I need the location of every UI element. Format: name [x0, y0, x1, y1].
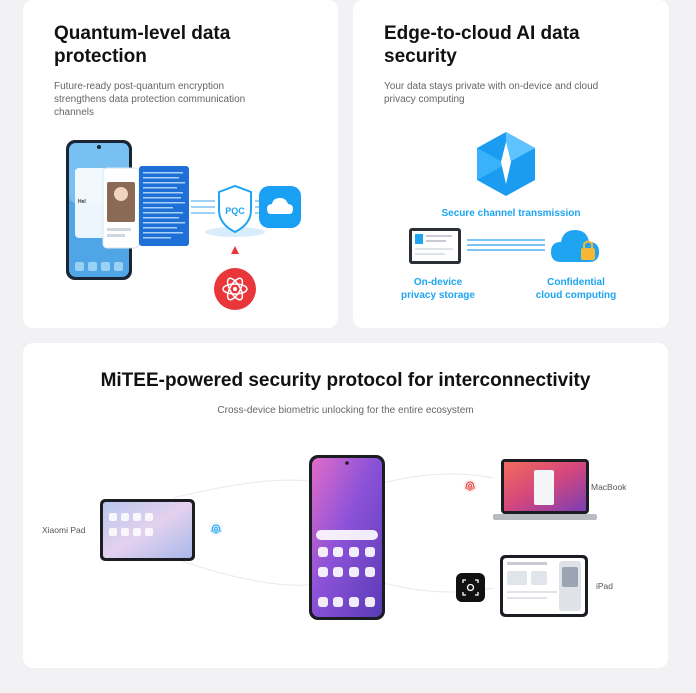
mitee-interconnectivity-card	[23, 343, 668, 668]
label-line: Confidential	[547, 277, 605, 288]
chat-card	[103, 168, 139, 248]
quantum-protection-card	[23, 0, 338, 328]
fingerprint-icon	[210, 523, 223, 536]
device-ecosystem-illustration	[23, 343, 668, 668]
xiaomi-pad-device	[100, 499, 195, 561]
card-title	[54, 22, 230, 68]
card-title	[384, 22, 580, 68]
hyperos-ai-icon	[477, 132, 535, 196]
ipad-label: iPad	[596, 581, 614, 591]
desc-line: channels	[54, 107, 95, 118]
macbook-device	[493, 459, 597, 520]
quantum-illustration	[23, 128, 338, 328]
desc-line: privacy computing	[384, 94, 465, 105]
section-title: MiTEE-powered security protocol for interconnectivity	[100, 370, 591, 391]
desc-line: Your data stays private with on-device and cloud	[384, 81, 599, 92]
atom-icon	[214, 268, 256, 310]
face-unlock-icon	[456, 573, 485, 602]
desc-line: strengthens data protection communication	[54, 94, 246, 105]
cloud-lock-icon	[551, 230, 599, 262]
card-description	[54, 80, 245, 119]
edge-cloud-security-card	[353, 0, 669, 328]
cloud-icon	[259, 186, 301, 228]
macbook-label: MacBook	[591, 482, 627, 492]
title-line: Edge-to-cloud AI data	[384, 23, 580, 44]
ipad-device	[500, 555, 588, 617]
arrow-up-icon	[231, 246, 239, 254]
svg-text:Hel: Hel	[78, 199, 86, 205]
title-line: security	[384, 46, 457, 67]
pqc-label: PQC	[225, 206, 245, 216]
encrypted-data-panel	[139, 166, 189, 246]
on-device-label	[383, 276, 493, 302]
secure-channel-label: Secure channel transmission	[441, 208, 581, 219]
label-line: On-device	[413, 277, 463, 288]
section-subtitle: Cross-device biometric unlocking for the entire ecosystem	[217, 405, 474, 416]
card-description	[384, 80, 598, 106]
label-line: privacy storage	[401, 290, 475, 301]
pqc-shield-icon	[205, 186, 265, 237]
label-line: cloud computing	[535, 290, 617, 301]
title-line: Quantum-level data	[54, 23, 231, 44]
title-line: protection	[54, 46, 147, 67]
device-screen-icon	[409, 228, 461, 264]
xiaomi-pad-label: Xiaomi Pad	[42, 525, 86, 535]
desc-line: Future-ready post-quantum encryption	[54, 81, 225, 92]
central-phone-device	[309, 455, 385, 620]
fingerprint-icon	[464, 480, 477, 493]
channel-dots	[467, 239, 545, 251]
confidential-computing-label	[521, 276, 631, 302]
